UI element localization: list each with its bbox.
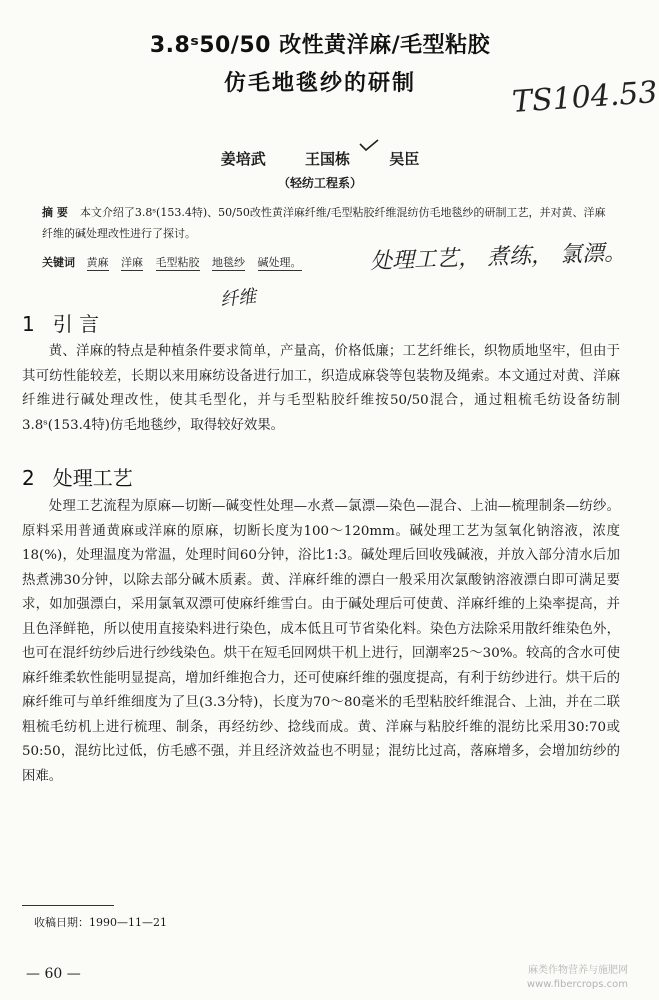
handwritten-call-number: TS104.53 [510, 74, 659, 121]
keywords [42, 254, 362, 270]
site-watermark [527, 964, 628, 992]
keyword: 碱处理。 [257, 256, 302, 269]
introduction-paragraph: 黄、洋麻的特点是种植条件要求简单，产量高，价格低廉；工艺纤维长，织物质地坚牢，但由于其可纺性能较差，长期以来用麻纺设备进行加工，织造成麻袋等包装物及绳索。本文通过对黄、洋麻纤维进行碱处理改性，使其毛型化，并与毛型粘胶纤维按50/50混合，通过粗梳毛纺设备纺制3.8ˢ(153.4特)仿毛地毯纱，取得较好效果。 [22, 344, 620, 433]
handwritten-note: 纤维 [219, 286, 258, 311]
abstract-label: 摘 要 [42, 206, 68, 219]
abstract-text: 本文介绍了3.8ˢ(153.4特)、50/50改性黄洋麻纤维/毛型粘胶纤维混纺仿毛地毯纱的研制工艺，并对黄、洋麻纤维的碱处理改性进行了探讨。 [42, 206, 606, 240]
title-line-2: 仿毛地毯纱的研制 [223, 71, 416, 96]
section-title: 处理工艺 [52, 466, 133, 490]
watermark-url: www.fibercrops.com [526, 979, 628, 990]
section-title: 引 言 [52, 312, 100, 336]
affiliation: （轻纺工程系） [277, 176, 362, 190]
abstract [42, 202, 612, 244]
section-number: 1 [22, 312, 35, 336]
keyword: 地毯纱 [212, 256, 245, 269]
section-heading-process [22, 462, 133, 491]
author-name: 吴臣 [389, 150, 420, 168]
keyword: 毛型粘胶 [155, 256, 200, 269]
author-list [0, 148, 640, 169]
title-line-1: 3.8ˢ50/50 改性黄洋麻/毛型粘胶 [149, 33, 491, 58]
keywords-label: 关键词 [42, 256, 75, 269]
author-name: 王国栋 [304, 150, 350, 168]
section-heading-introduction [22, 308, 99, 337]
keyword: 黄麻 [86, 256, 109, 269]
keyword: 洋麻 [121, 256, 143, 269]
handwritten-keywords: 处理工艺， 煮练， 氯漂。 [369, 240, 627, 275]
watermark-site-name: 麻类作物营养与施肥网 [528, 965, 628, 976]
footnote-divider [22, 905, 114, 906]
page-number: — 60 — [26, 966, 81, 982]
received-date: 收稿日期：1990—11—21 [34, 916, 167, 929]
process-paragraph: 处理工艺流程为原麻—切断—碱变性处理—水煮—氯漂—染色—混合、上油—梳理制条—纺纱。原料采用普通黄麻或洋麻的原麻，切断长度为100～120mm。碱处理工艺为氢氧化钠溶液，浓度18(%)，处理温度为常温，处理时间60分钟，浴比1:3。碱处理后回收残碱液，并放入部分清水后加热煮沸30分钟，以除去部分碱木质素。黄、洋麻纤维的漂白一般采用次氯酸钠溶液漂白即可满足要求，如加强漂白，采用氯氧双漂可使麻纤维雪白。由于碱处理后可使黄、洋麻纤维的上染率提高，并且色泽鲜艳，所以使用直接染料进行染色，成本低且可节省染化料。染色方法除采用散纤维染色外，也可在混纤纺纱后进行纱线染色。烘干在短毛回网烘干机上进行，回潮率25～30%。较高的含水可使麻纤维柔软性能明显提高，增加纤维抱合力，还可使麻纤维的强度提高，有利于纺纱进行。烘干后的麻纤维可与单纤维细度为了旦(3.3分特)，长度为70～80毫米的毛型粘胶纤维混合、上油，并在二联粗梳毛纺机上进行梳理、制条，再经纺纱、捻线而成。黄、洋麻与粘胶纤维的混纺比采用30:70或50:50，混纺比过低，仿毛感不强，并且经济效益也不明显；混纺比过高，落麻增多，会增加纺纱的困难。 [22, 499, 620, 784]
section-number: 2 [22, 466, 35, 490]
author-name: 姜培武 [220, 150, 266, 168]
